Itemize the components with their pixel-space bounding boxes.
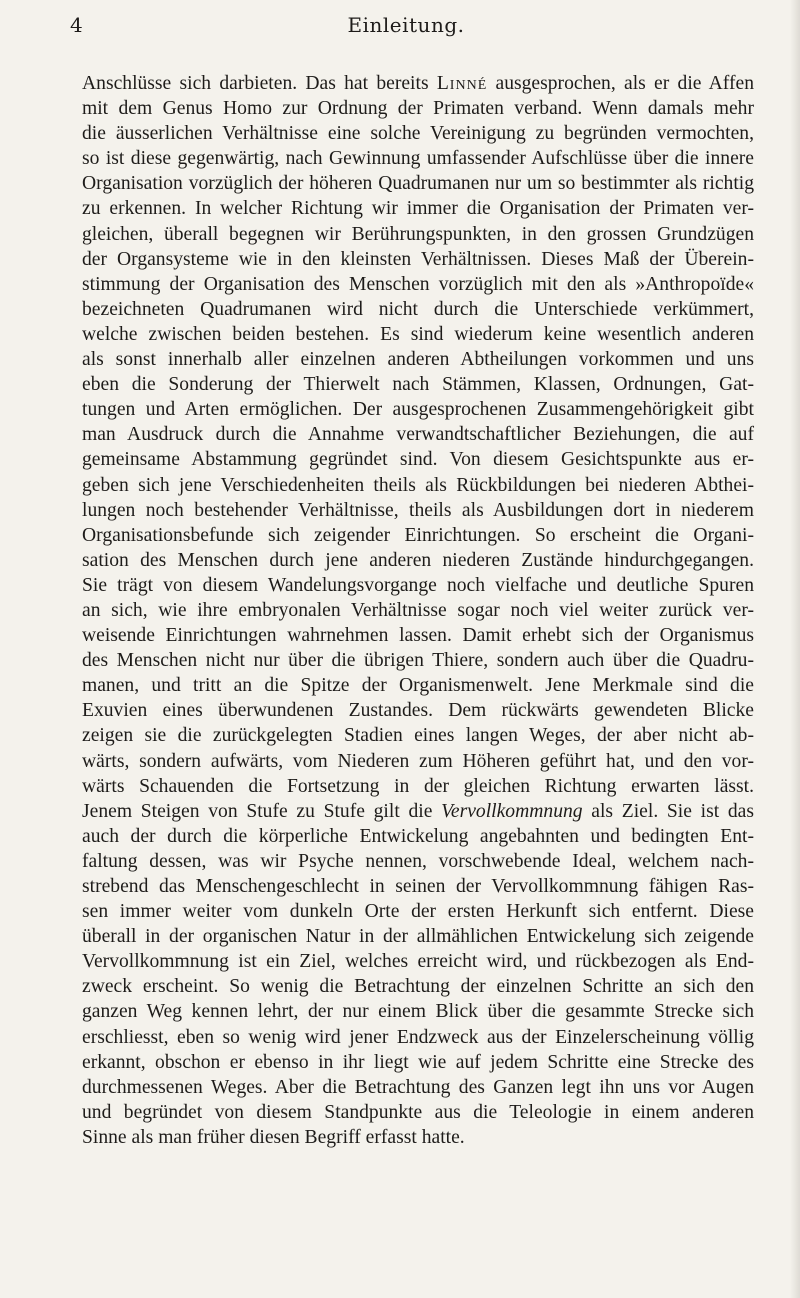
text-line: so ist diese gegenwärtig, nach Gewinnung umfassender Aufschlüsse über die innere: [82, 148, 754, 170]
text-line: wärts, sondern aufwärts, vom Niederen zum Höheren geführt hat, und den vor-: [82, 750, 754, 772]
text-line: erschliesst, eben so wenig wird jener Endzweck aus der Einzelerscheinung völlig: [82, 1026, 754, 1048]
text-line: welche zwischen beiden bestehen. Es sind wiederum keine wesentlich anderen: [82, 323, 754, 345]
text-line: Organisationsbefunde sich zeigender Einrichtungen. So erscheint die Organi-: [82, 524, 754, 546]
text-line: der Organsysteme wie in den kleinsten Verhältnissen. Dieses Maß der Überein-: [82, 248, 754, 270]
text-line: und begründet von diesem Standpunkte aus die Teleologie in einem anderen: [82, 1101, 754, 1123]
text-line: wärts Schauenden die Fortsetzung in der gleichen Richtung erwarten lässt.: [82, 775, 754, 797]
text-line: man Ausdruck durch die Annahme verwandtschaftlicher Beziehungen, die auf: [82, 424, 754, 446]
emphasized-term: Vervollkommnung: [441, 800, 583, 822]
text-line: zu erkennen. In welcher Richtung wir immer die Organisation der Primaten ver-: [82, 198, 754, 220]
text-line: ganzen Weg kennen lehrt, der nur einem Blick über die gesammte Strecke sich: [82, 1001, 754, 1023]
text-line: durchmessenen Weges. Aber die Betrachtung des Ganzen legt ihn uns vor Augen: [82, 1076, 754, 1098]
text-line: geben sich jene Verschiedenheiten theils als Rückbildungen bei niederen Abthei-: [82, 474, 754, 496]
text-line: faltung dessen, was wir Psyche nennen, vorschwebende Ideal, welchem nach-: [82, 850, 754, 872]
text-line: überall in der organischen Natur in der allmählichen Entwickelung sich zeigende: [82, 926, 754, 948]
text-line: gleichen, überall begegnen wir Berührungspunkten, in den grossen Grundzügen: [82, 223, 754, 245]
text-line: Anschlüsse sich darbieten. Das hat bereits Linné ausgesprochen, als er die Affen: [82, 73, 754, 94]
text-line: die äusserlichen Verhältnisse eine solche Vereinigung zu begründen vermochten,: [82, 123, 754, 145]
text-line: auch der durch die körperliche Entwickelung angebahnten und bedingten Ent-: [82, 825, 754, 847]
running-title: Einleitung.: [347, 13, 465, 37]
text-line: Exuvien eines überwundenen Zustandes. Dem rückwärts gewendeten Blicke: [82, 700, 754, 722]
text-line: sen immer weiter vom dunkeln Orte der ersten Herkunft sich entfernt. Diese: [82, 901, 754, 923]
text-line: erkannt, obschon er ebenso in ihr liegt wie auf jedem Schritte eine Strecke des: [82, 1051, 754, 1073]
text-line: Organisation vorzüglich der höheren Quadrumanen nur um so bestimmter als richtig: [82, 173, 754, 195]
text-line: tungen und Arten ermöglichen. Der ausgesprochenen Zusammengehörigkeit gibt: [82, 399, 754, 421]
page-number: 4: [70, 13, 83, 37]
author-name: Linné: [436, 73, 488, 94]
text-line: manen, und tritt an die Spitze der Organismenwelt. Jene Merkmale sind die: [82, 675, 754, 697]
text-line: eben die Sonderung der Thierwelt nach Stämmen, Klassen, Ordnungen, Gat-: [82, 374, 754, 396]
text-line: an sich, wie ihre embryonalen Verhältnisse sogar noch viel weiter zurück ver-: [82, 599, 754, 621]
page-edge-shadow: [790, 0, 800, 1298]
text-line: gemeinsame Abstammung gegründet sind. Von diesem Gesichtspunkte aus er-: [82, 449, 754, 471]
text-line: weisende Einrichtungen wahrnehmen lassen. Damit erhebt sich der Organismus: [82, 625, 754, 647]
text-line: zweck erscheint. So wenig die Betrachtung der einzelnen Schritte an sich den: [82, 976, 754, 998]
text-line: sation des Menschen durch jene anderen niederen Zustände hindurchgegangen.: [82, 549, 754, 571]
text-line: bezeichneten Quadrumanen wird nicht durch die Unterschiede verkümmert,: [82, 298, 754, 320]
text-line: Vervollkommnung ist ein Ziel, welches erreicht wird, und rückbezogen als End-: [82, 951, 754, 973]
text-line: strebend das Menschengeschlecht in seinen der Vervollkommnung fähigen Ras-: [82, 876, 754, 897]
body-paragraph: [82, 71, 754, 1150]
text-line: mit dem Genus Homo zur Ordnung der Primaten verband. Wenn damals mehr: [82, 98, 754, 120]
page-header: [62, 12, 750, 38]
text-line: zeigen sie die zurückgelegten Stadien eines langen Weges, der aber nicht ab-: [82, 725, 754, 747]
text-line: Sinne als man früher diesen Begriff erfasst hatte.: [82, 1126, 465, 1148]
text-line: Sie trägt von diesem Wandelungsvorgange noch vielfache und deutliche Spuren: [82, 574, 754, 596]
text-line: Jenem Steigen von Stufe zu Stufe gilt die Vervollkommnung als Ziel. Sie ist das: [82, 800, 754, 822]
text-line: lungen noch bestehender Verhältnisse, theils als Ausbildungen dort in niederem: [82, 499, 754, 521]
text-line: stimmung der Organisation des Menschen vorzüglich mit den als »Anthropoïde«: [82, 273, 754, 295]
text-line: des Menschen nicht nur über die übrigen Thiere, sondern auch über die Quadru-: [82, 650, 754, 672]
text-line: als sonst innerhalb aller einzelnen anderen Abtheilungen vorkommen und uns: [82, 349, 754, 371]
